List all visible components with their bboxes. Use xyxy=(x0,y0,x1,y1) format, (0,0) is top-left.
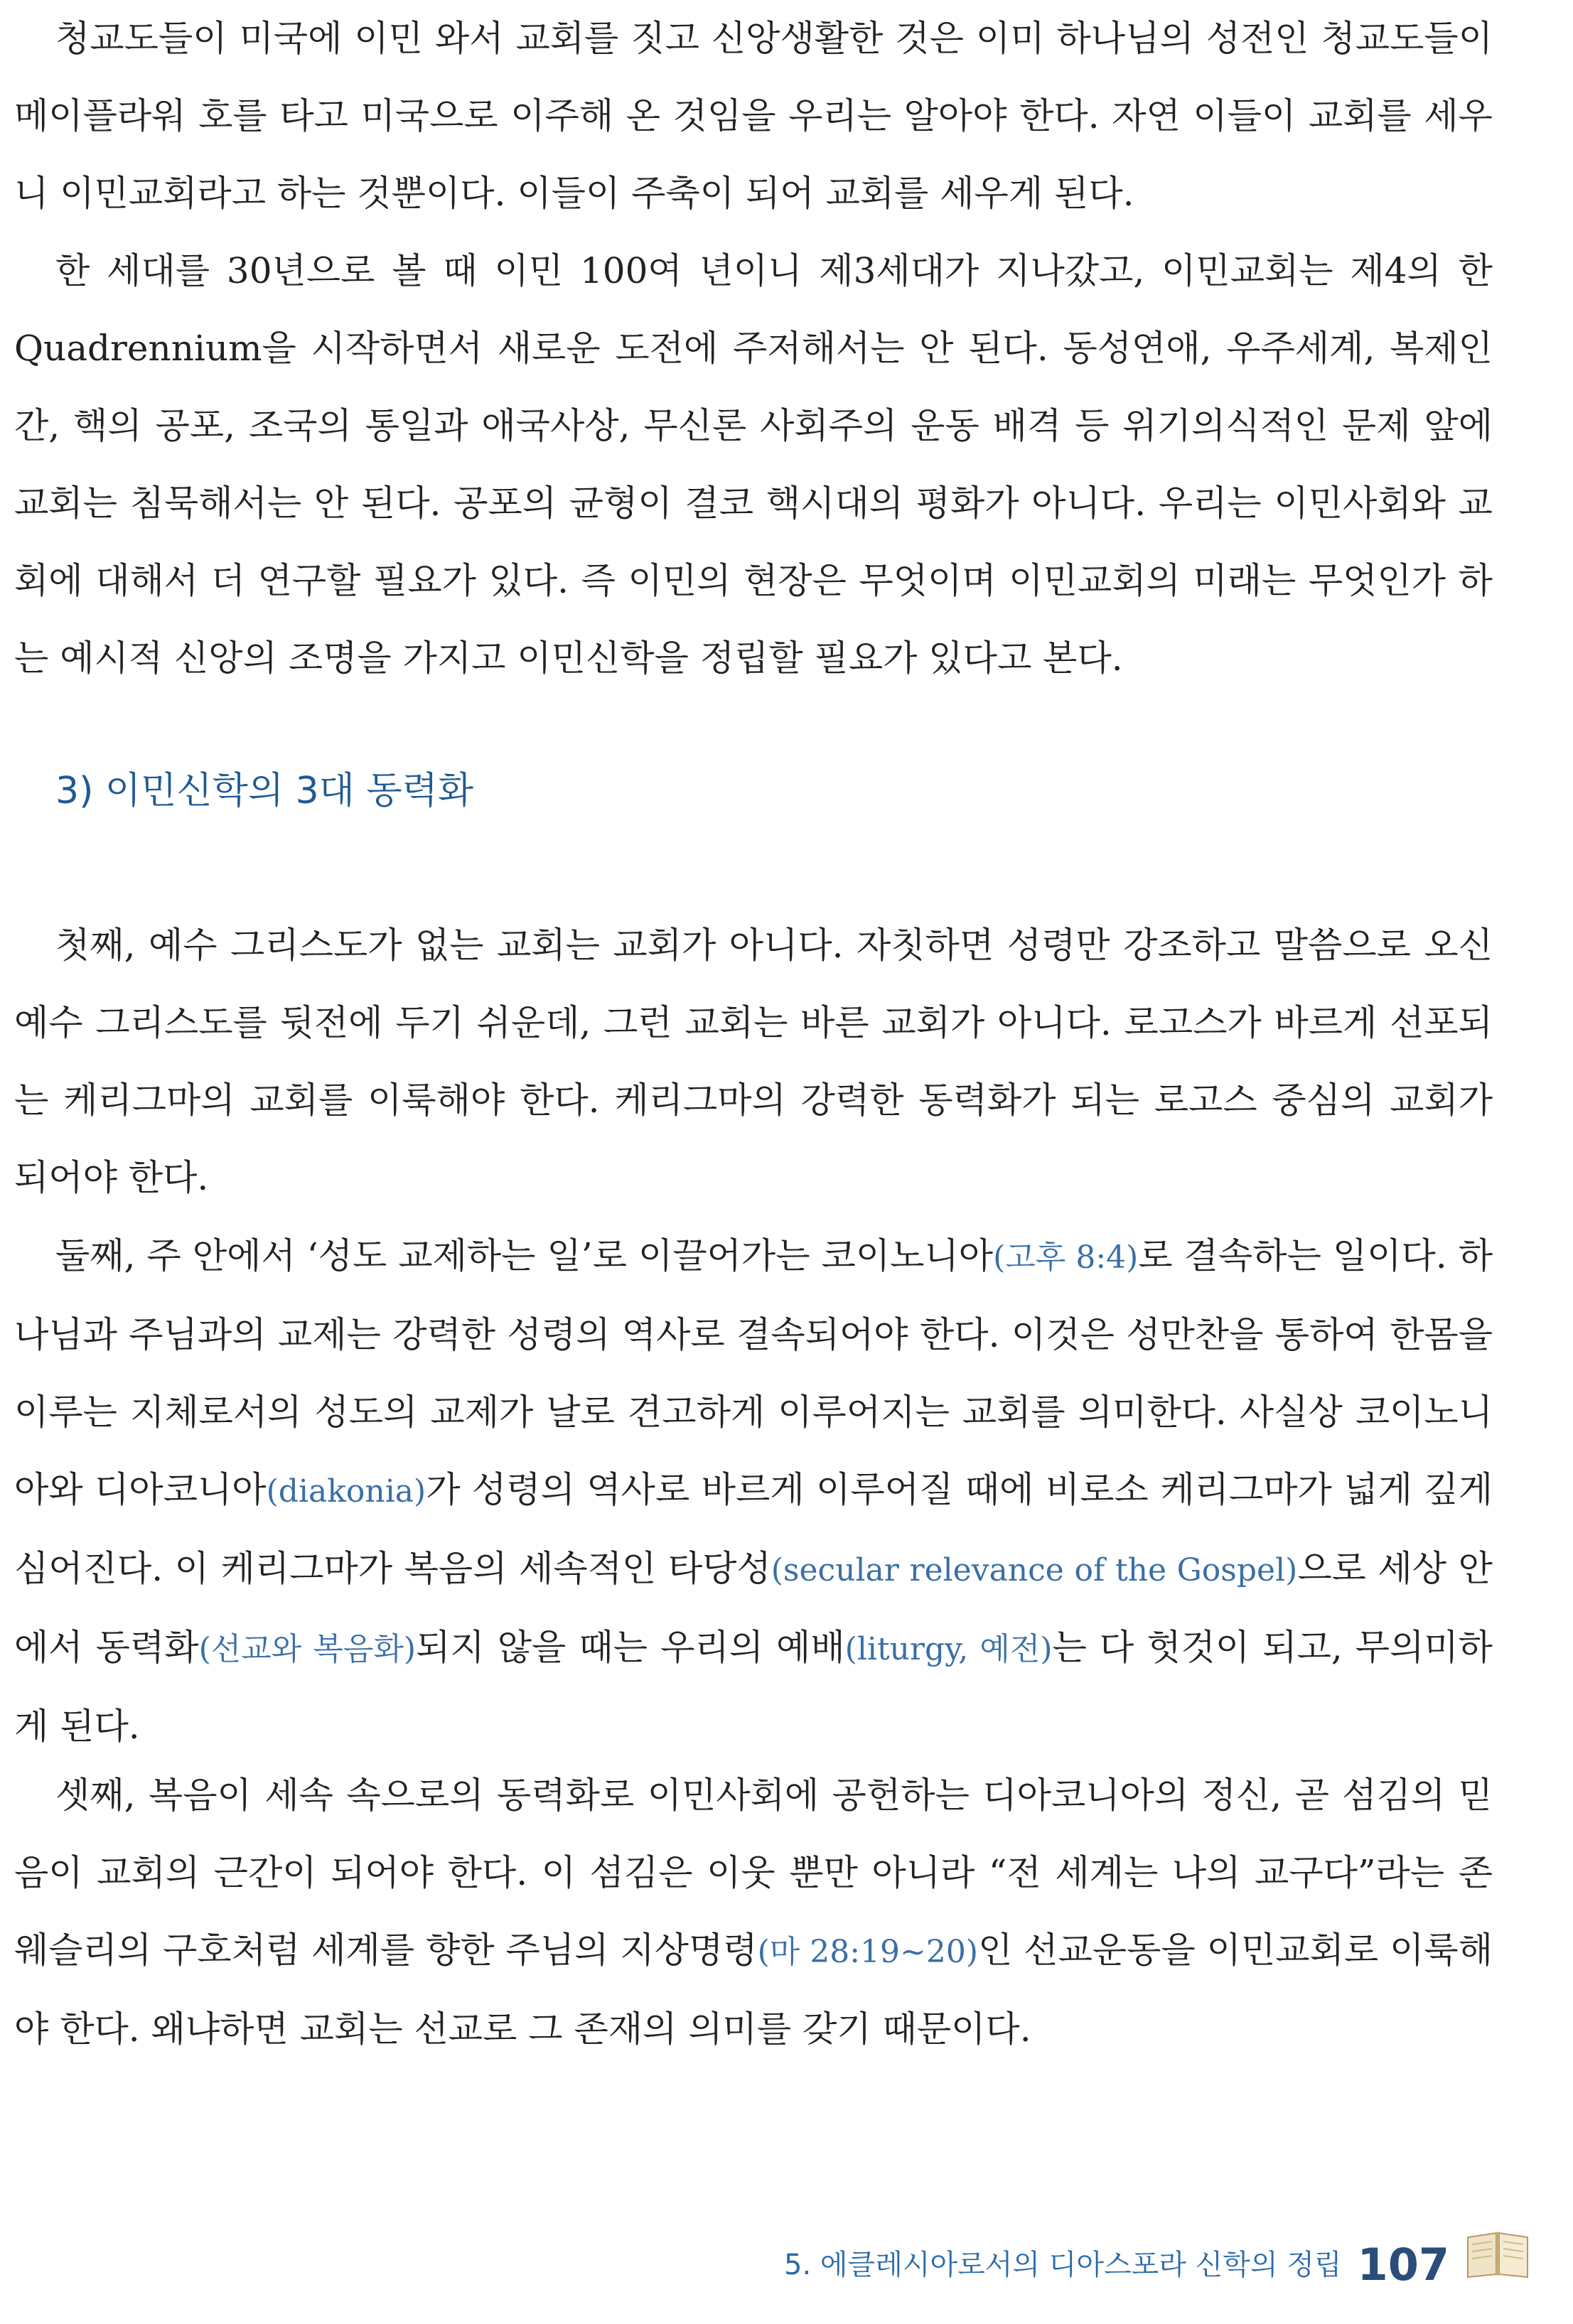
body-paragraph-2 xyxy=(14,907,1493,1217)
text-run: 가 성령의 역사로 바르게 이루어질 때에 비로소 케리그마가 넓게 깊게 심어진다. 이 케리그마가 복음의 세속적인 타당성 xyxy=(14,1469,1493,1589)
text-run: 으로 세상 안에서 동력화 xyxy=(14,1548,1493,1668)
text-run: 되지 않을 때는 우리의 예배 xyxy=(416,1627,845,1668)
section-heading: 3) 이민신학의 3대 동력화 xyxy=(55,770,474,812)
term-reference: (선교와 복음화) xyxy=(198,1631,417,1667)
text-run: 셋째, 복음이 세속 속으로의 동력화로 이민사회에 공헌하는 디아코니아의 정신, 곧 섬김의 믿음이 교회의 근간이 되어야 한다. 이 섬김은 이웃 뿐만 아니라 “전 세계는 나의 교구다”라는 존 웨슬리의 구호처럼 세계를 향한 주님의 지상명령 xyxy=(14,1775,1493,1971)
term-reference: (secular relevance of the Gospel) xyxy=(771,1552,1298,1588)
open-book-icon-graphic xyxy=(1465,2227,1530,2280)
text-run: 로 결속하는 일이다. 하나님과 주님과의 교제는 강력한 성령의 역사로 결속되어야 한다. 이것은 성만찬을 통하여 한몸을 이루는 지체로서의 성도의 교제가 날로 견고하게 이루어지는 교회를 의미한다. 사실상 코이노니아와 디아코니아 xyxy=(14,1235,1493,1510)
body-paragraph-4 xyxy=(14,1757,1493,2068)
scripture-reference: (마 28:19~20) xyxy=(757,1934,979,1970)
body-paragraph-3 xyxy=(14,1217,1493,1765)
paragraph-puritans: 청교도들이 미국에 이민 와서 교회를 짓고 신앙생활한 것은 이미 하나님의 성전인 청교도들이 메이플라워 호를 타고 미국으로 이주해 온 것임을 우리는 알아야 한다. 자연 이들이 교회를 세우니 이민교회라고 하는 것뿐이다. 이들이 주축이 되어 교회를 세우게 된다. xyxy=(14,18,1493,214)
text-run: 인 선교운동을 이민교회로 이룩해야 한다. 왜냐하면 교회는 선교로 그 존재의 의미를 갖기 때문이다. xyxy=(14,1930,1493,2050)
text-run: 는 다 헛것이 되고, 무의미하게 된다. xyxy=(14,1627,1493,1747)
page-footer xyxy=(784,2227,1530,2291)
page-number: 107 xyxy=(1357,2239,1449,2291)
scripture-reference: (고후 8:4) xyxy=(993,1239,1139,1276)
paragraph-second xyxy=(14,1217,1493,1765)
paragraph-generations: 한 세대를 30년으로 볼 때 이민 100여 년이니 제3세대가 지나갔고, 이민교회는 제4의 한 Quadrennium을 시작하면서 새로운 도전에 주저해서는 안 된다. 동성연애, 우주세계, 복제인간, 핵의 공포, 조국의 통일과 애국사상, 무신론 사회주의 운동 배격 등 위기의식적인 문제 앞에 교회는 침묵해서는 안 된다. 공포의 균형이 결코 핵시대의 평화가 아니다. 우리는 이민사회와 교회에 대해서 더 연구할 필요가 있다. 즉 이민의 현장은 무엇이며 이민교회의 미래는 무엇인가 하는 예시적 신앙의 조명을 가지고 이민신학을 정립할 필요가 있다고 본다. xyxy=(14,250,1493,679)
running-footer-title: 5. 에클레시아로서의 디아스포라 신학의 정립 xyxy=(784,2249,1342,2281)
paragraph-first: 첫째, 예수 그리스도가 없는 교회는 교회가 아니다. 자칫하면 성령만 강조하고 말씀으로 오신 예수 그리스도를 뒷전에 두기 쉬운데, 그런 교회는 바른 교회가 아니다. 로고스가 바르게 선포되는 케리그마의 교회를 이룩해야 한다. 케리그마의 강력한 동력화가 되는 로고스 중심의 교회가 되어야 한다. xyxy=(14,925,1493,1198)
body-paragraph-1 xyxy=(14,0,1493,697)
paragraph-third xyxy=(14,1757,1493,2068)
term-reference: (liturgy, 예전) xyxy=(844,1631,1053,1667)
term-reference: (diakonia) xyxy=(266,1473,426,1510)
open-book-icon xyxy=(1465,2227,1530,2280)
text-run: 둘째, 주 안에서 ‘성도 교제하는 일’로 이끌어가는 코이노니아 xyxy=(55,1235,994,1276)
